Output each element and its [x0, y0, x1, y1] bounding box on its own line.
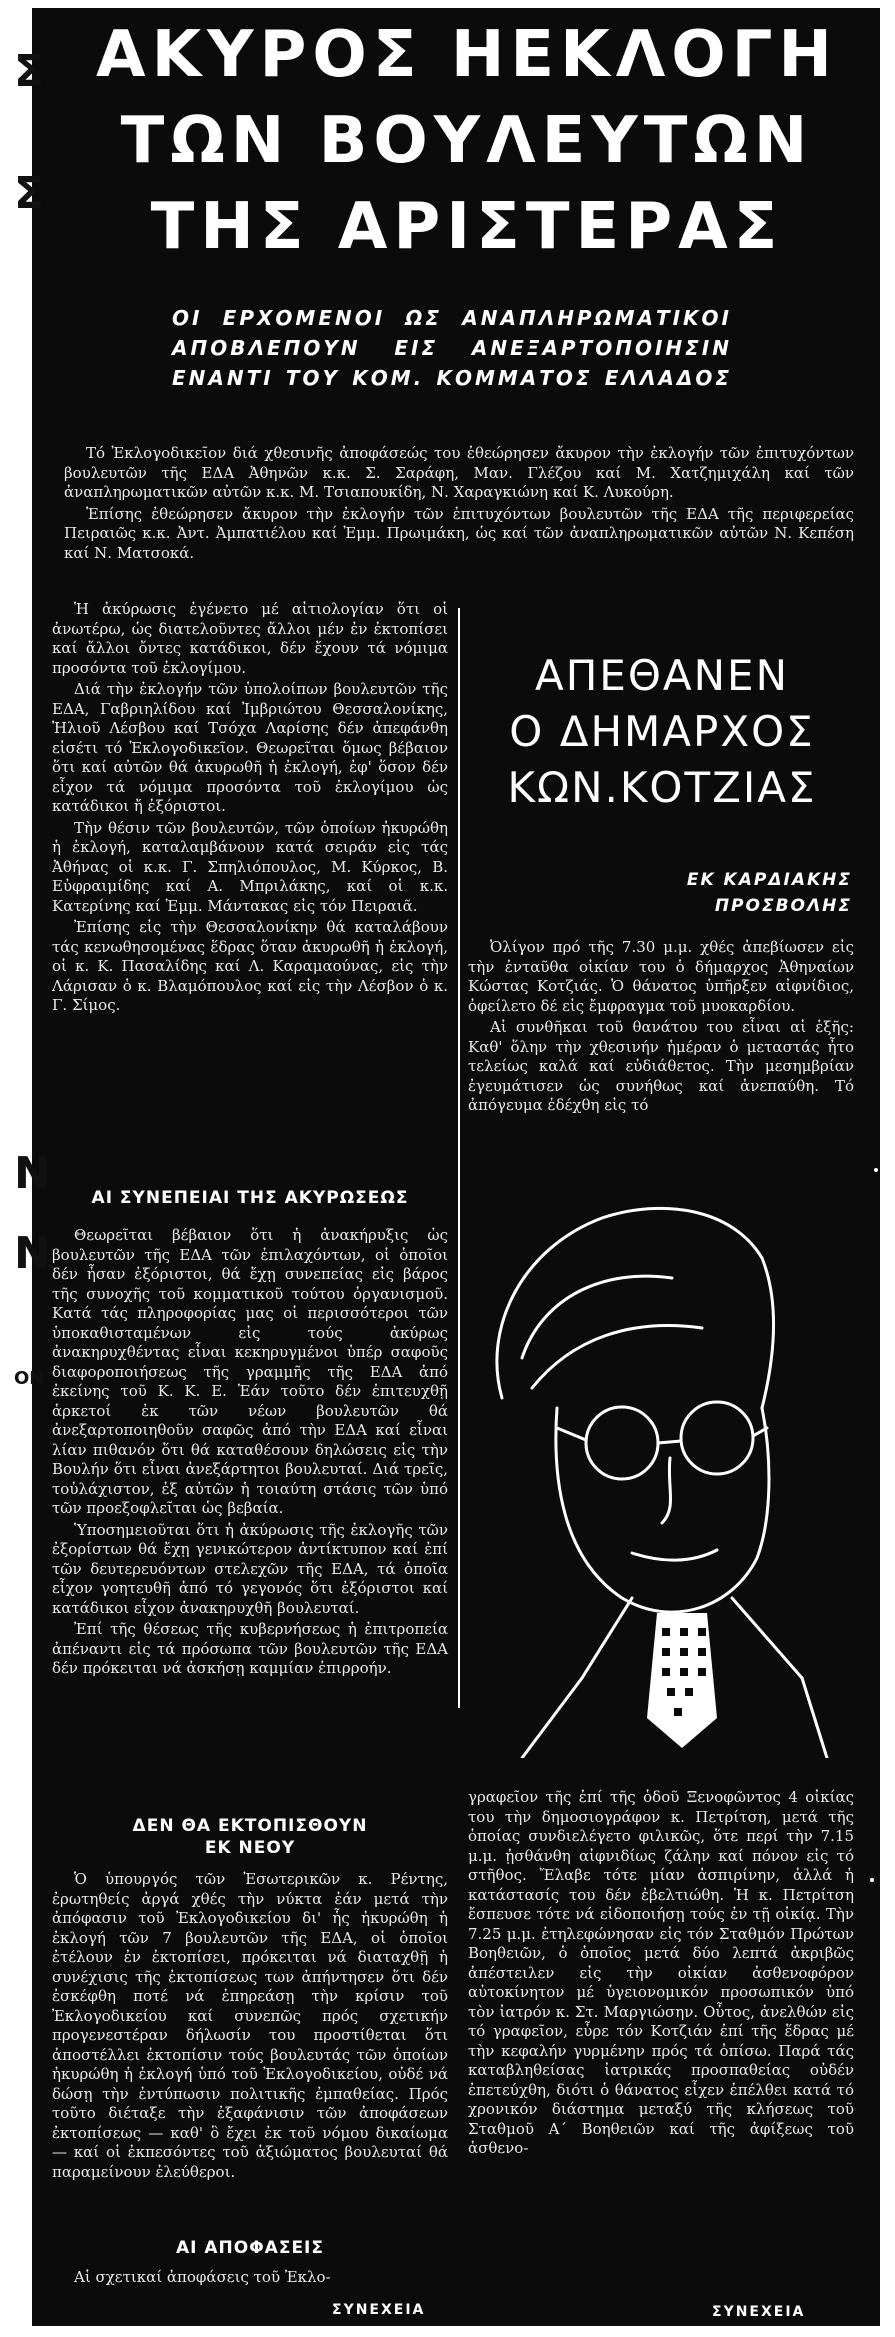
speck: [874, 1168, 878, 1172]
section-subhead: ΑΙ ΑΠΟΦΑΣΕΙΣ: [175, 2238, 324, 2258]
left-paragraph: Θεωρεῖται βέβαιον ὅτι ἡ ἀνακήρυξις ὡς βουλευτῶν τῆς ΕΔΑ τῶν ἐπιλαχόντων, οἱ ὁποῖοι δέν ἦσαν ἐξόριστοι, θά ἔχῃ συνεπείας εἰς βάρος τῆς συνοχῆς τοῦ κομματικοῦ τούτου ὀργανισμοῦ. Κατά τάς πληροφορίας μας οἱ περισσότεροι τῶν ὑποκαθισταμένων εἰς τούς ἀκύρως ἀνακηρυχθέντας εἶναι κεκηρυγμένοι ὑπέρ σαφοῦς διαφοροποιήσεως τῆς γραμμῆς τῆς ΕΔΑ ἀπό ἐκείνης τοῦ Κ. Κ. Ε. Ἐάν τοῦτο δέν ἐπιτευχθῇ ἀρκετοί ἐκ τῶν νέων βουλευτῶν θά ἀνεξαρτοποιηθοῦν σαφῶς ἀπό τὴν ΕΔΑ καί εἶναι λίαν πιθανόν ὅτι θά καταθέσουν δηλώσεις εἰς τὴν Βουλήν ὅτι εἶναι ἀνεξάρτητοι βουλευταί. Διά τρεῖς, τοὐλάχιστον, ἐξ αὐτῶν ἡ τοιαύτη στάσις τῶν ὑπό τῶν προεξοφλεῖται ὡς βεβαία.: [52, 1226, 448, 1517]
left-paragraph: Ἐπίσης εἰς τὴν Θεσσαλονίκην θά καταλάβουν τάς κενωθησομένας ἕδρας ὅταν ἀκυρωθῆ ἡ ἐκλογή, οἱ κ. Κ. Πασαλίδης καί Λ. Καραμαούνας, εἰς τὴν Λάρισαν ὁ κ. Βλαμόπουλος καί εἰς τὴν Λέσβον ὁ κ. Γ. Σίμος.: [52, 918, 448, 1014]
headline-line-1: ΑΚΥΡΟΣ ΗΕΚΛΟΓΗ: [96, 18, 838, 92]
continue-label: ΣΥΝΕΧΕΙΑ: [332, 2302, 426, 2318]
column-rule: [458, 608, 460, 1708]
left-paragraph: Ἡ ἀκύρωσις ἐγένετο μέ αἰτιολογίαν ὅτι οἱ ἀνωτέρω, ὡς διατελοῦντες ἄλλοι μέν ἐν ἐκτοπίσει καί ἄλλοι ὄντες κατάδικοι, δέν ἔχουν τά νόμιμα προσόντα τοῦ ἐκλογίμου.: [52, 600, 448, 677]
subheadline-line-2: ΑΠΟΒΛΕΠΟΥΝ ΕΙΣ ΑΝΕΞΑΡΤΟΠΟΙΗΣΙΝ: [172, 336, 732, 360]
lead-text-1: Τό Ἐκλογοδικεῖον διά χθεσινῆς ἀποφάσεώς του ἐθεώρησεν ἄκυρον τὴν ἐκλογήν τῶν ἐπιτυχόντων βουλευτῶν τῆς ΕΔΑ Ἀθηνῶν κ.κ. Σ. Σαράφη, Μαν. Γλέζου καί Μ. Χατζημιχάλη καί τῶν ἀναπληρωματικῶν αὐτῶν κ.κ. Μ. Τσιαπουκίδη, Ν. Χαραγκιώνη καί Κ. Λυκούρη.: [64, 444, 854, 501]
left-paragraph: Ὁ ὑπουργός τῶν Ἐσωτερικῶν κ. Ρέντης, ἐρωτηθείς ἀργά χθές τὴν νύκτα ἐάν μετά τὴν ἀπόφασιν τοῦ Ἐκλογοδικείου δι' ἧς ἠκυρώθη ἡ ἐκλογή τῶν 7 βουλευτῶν τῆς ΕΔΑ, οἱ ὁποῖοι ἐτέλουν ἐν ἐκτοπίσει, πρόκειται νά διαταχθῇ ἡ συνέχισις τῆς ἐκτοπίσεως των ἀπήντησεν ὅτι δέν ἐσκέφθη ποτέ νά ἐπηρεάσῃ τὴν κρίσιν τοῦ Ἐκλογοδικείου καί συνεπῶς πρός σχετικήν προγενεστέραν δήλωσίν του προστίθεται ὅτι ἀποστέλλει ἐκτοπίσιν τούς βουλευτάς τῶν ὁποίων ἠκυρώθη ἡ ἐκλογή ὑπό τοῦ Ἐκλογοδικείου, οὐδέ νά δώσῃ τὴν ἐντύπωσιν πολιτικῆς ἐμπαθείας. Πρός τοῦτο διέταξε τὴν ἐξαφάνισιν τῶν ἀποφάσεων ἐκτοπίσεως — καθ' ὃ ἔχει ἐκ τοῦ νόμου δικαίωμα — καί οἱ ἐκπεσόντες τοῦ ἀξιώματος βουλευταί θά παραμείνουν ἐλεύθεροι.: [52, 1870, 448, 2181]
portrait-illustration: [462, 1158, 832, 1758]
left-paragraph: Αἱ σχετικαί ἀποφάσεις τοῦ Ἐκλο-: [74, 2268, 331, 2286]
obituary-text: [468, 938, 854, 1118]
edge-fragment: ΟΝ: [14, 1368, 45, 1389]
section-subhead: ΔΕΝ ΘΑ ΕΚΤΟΠΙΣΘΟΥΝ: [132, 1816, 368, 1836]
edge-fragment: Σ: [14, 168, 45, 219]
subheadline-line-3: ΕΝΑΝΤΙ ΤΟΥ ΚΟΜ. ΚΟΜΜΑΤΟΣ ΕΛΛΑΔΟΣ: [172, 366, 732, 390]
continue-label: ΣΥΝΕΧΕΙΑ: [712, 2304, 806, 2320]
headline-line-2: ΤΩΝ ΒΟΥΛΕΥΤΩΝ: [120, 104, 814, 178]
obituary-paragraph: γραφεῖον τῆς ἐπί τῆς ὁδοῦ Ξενοφῶντος 4 οἰκίας του τὴν δημοσιογράφον κ. Πετρίτση, μετά τῆς ὁποίας συνδιελέγετο φιλικῶς, ὅτε περί τὴν 7.15 μ.μ. ᾐσθάνθη αἰφνιδίως ζάλην καί πόνον εἰς τό στῆθος. Ἔλαβε τότε μίαν ἀσπιρίνην, ἀλλά ἡ κατάστασίς του δέν ἐβελτιώθη. Ἡ κ. Πετρίτση ἔσπευσε τότε νά εἰδοποιήσῃ τούς ἐν τῇ οἰκίᾳ. Τὴν 7.25 μ.μ. ἐτηλεφώνησαν εἰς τόν Σταθμόν Πρώτων Βοηθειῶν, ὁ ὁποῖος μετά δύο λεπτά ἀκριβῶς ἀπέστειλεν εἰς τὴν οἰκίαν ἀσθενοφόρον αὐτοκίνητον μέ ὑγειονομικόν προσωπικόν ὑπό τὸν ἰατρόν κ. Στ. Μαργιώσην. Οὗτος, ἀνελθών εἰς τό γραφεῖον, εὗρε τόν Κοτζιάν ἐπί τῆς ἕδρας μέ τὴν κεφαλήν γυρμένην πρός τά ὀπίσω. Παρά τάς καταβληθείσας ἰατρικάς προσπαθείας οὐδέν ἐπετεύχθη, διότι ὁ θάνατος εἶχεν ἐπέλθει κατά τό χρονικόν διάστημα μεταξύ τῆς κλήσεως τοῦ Σταθμοῦ Α΄ Βοηθειῶν καί τῆς ἀφίξεως τοῦ ἀσθενο-: [468, 1788, 854, 2157]
left-paragraph: Ἐπί τῆς θέσεως τῆς κυβερνήσεως ἡ ἐπιτροπεία ἀπέναντι εἰς τά πρόσωπα τῶν βουλευτῶν τῆς ΕΔΑ δέν πρόκειται νά ἀσκήσῃ καμμίαν ἐπιρροήν.: [52, 1620, 448, 1677]
obituary-paragraph: Ὀλίγον πρό τῆς 7.30 μ.μ. χθές ἀπεβίωσεν εἰς τὴν ἐνταῦθα οἰκίαν του ὁ δήμαρχος Ἀθηναίων Κώστας Κοτζιάς. Ὁ θάνατος ὑπῆρξεν αἰφνίδιος, ὀφείλετο δέ εἰς ἔμφραγμα τοῦ μυοκαρδίου.: [468, 938, 854, 1015]
edge-fragment: Ν: [14, 1148, 51, 1199]
obituary-paragraph: Αἱ συνθῆκαι τοῦ θανάτου του εἶναι αἱ ἑξῆς: Καθ' ὅλην τὴν χθεσινήν ἡμέραν ὁ μεταστάς ἦτο τελείως καλά καί εὐδιάθετος. Τὴν μεσημβρίαν ἐγευμάτισεν ὡς συνήθως καί ἀνεπαύθη. Τό ἀπόγευμα ἐδέχθη εἰς τό: [468, 1018, 854, 1114]
edge-fragment: Ν: [14, 1228, 51, 1279]
obituary-sub-1: ΕΚ ΚΑΡΔΙΑΚΗΣ: [686, 870, 852, 890]
speck: [870, 1878, 874, 1882]
obituary-continued: [468, 1788, 854, 2161]
left-column-2: [52, 1226, 448, 1681]
edge-fragment: Σ: [14, 46, 45, 97]
left-column-4: [52, 2268, 448, 2290]
left-column-3: [52, 1870, 448, 2184]
lead-text-2: Ἐπίσης ἐθεώρησεν ἄκυρον τὴν ἐκλογήν τῶν ἐπιτυχόντων βουλευτῶν τῆς ΕΔΑ τῆς περιφερείας Πειραιῶς κ.κ. Ἀντ. Ἀμπατιέλου καί Ἐμμ. Πρωιμάκη, ὡς καί τῶν ἀναπληρωματικῶν αὐτῶν Ν. Κεπέση καί Ν. Ματσοκά.: [64, 504, 854, 562]
obituary-title-1: ΑΠΕΘΑΝΕΝ: [534, 651, 789, 700]
headline-line-3: ΤΗΣ ΑΡΙΣΤΕΡΑΣ: [150, 190, 784, 264]
subheadline-line-1: ΟΙ ΕΡΧΟΜΕΝΟΙ ΩΣ ΑΝΑΠΛΗΡΩΜΑΤΙΚΟΙ: [172, 306, 732, 330]
obituary-title-3: ΚΩΝ.ΚΟΤΖΙΑΣ: [507, 763, 817, 812]
left-column: [52, 600, 448, 1018]
obituary-sub-2: ΠΡΟΣΒΟΛΗΣ: [714, 896, 852, 916]
section-subhead: ΑΙ ΣΥΝΕΠΕΙΑΙ ΤΗΣ ΑΚΥΡΩΣΕΩΣ: [91, 1188, 409, 1208]
obituary-title-2: Ο ΔΗΜΑΡΧΟΣ: [509, 707, 815, 756]
left-paragraph: Τὴν θέσιν τῶν βουλευτῶν, τῶν ὁποίων ἠκυρώθη ἡ ἐκλογή, καταλαμβάνουν κατά σειράν εἰς τάς Ἀθήνας οἱ κ.κ. Γ. Σπηλιόπουλος, Μ. Κύρκος, Β. Εὐφραιμίδης καί Α. Μπριλάκης, καί οἱ κ.κ. Κατερίνης καί Ἐμμ. Μάντακας εἰς τόν Πειραιᾶ.: [52, 818, 448, 915]
newspaper-clipping: [12, 8, 880, 2326]
section-subhead: ΕΚ ΝΕΟΥ: [204, 1838, 296, 1858]
left-paragraph: Ὑποσημειοῦται ὅτι ἡ ἀκύρωσις τῆς ἐκλογῆς τῶν ἐξορίστων θά ἔχῃ γενικώτερον ἀντίκτυπον καί ἐπί τῶν δευτερευόντων στελεχῶν τῆς ΕΔΑ, τά ὁποῖα εἶχον γοητευθῆ ἀπό τό γεγονός ὅτι ἐξόριστοι καί κατάδικοι εἶχον ἀνακηρυχθῆ βουλευταί.: [52, 1520, 448, 1617]
lead-paragraph: [64, 444, 854, 565]
left-paragraph: Διά τὴν ἐκλογήν τῶν ὑπολοίπων βουλευτῶν τῆς ΕΔΑ, Γαβριηλίδου καί Ἰμβριώτου Θεσσαλονίκης, Ἠλιοῦ Λέσβου καί Τσόχα Λαρίσης δέν ἀπεφάνθη εἰσέτι τό Ἐκλογοδικεῖον. Θεωρεῖται ὅμως βέβαιον ὅτι καί αὐτῶν θά ἀκυρωθῆ ἡ ἐκλογή, ἐφ' ὅσον δέν εἶχον τά νόμιμα προσόντα τοῦ ἐκλογίμου ὡς κατάδικοι ἤ ἐξόριστοι.: [52, 680, 448, 815]
